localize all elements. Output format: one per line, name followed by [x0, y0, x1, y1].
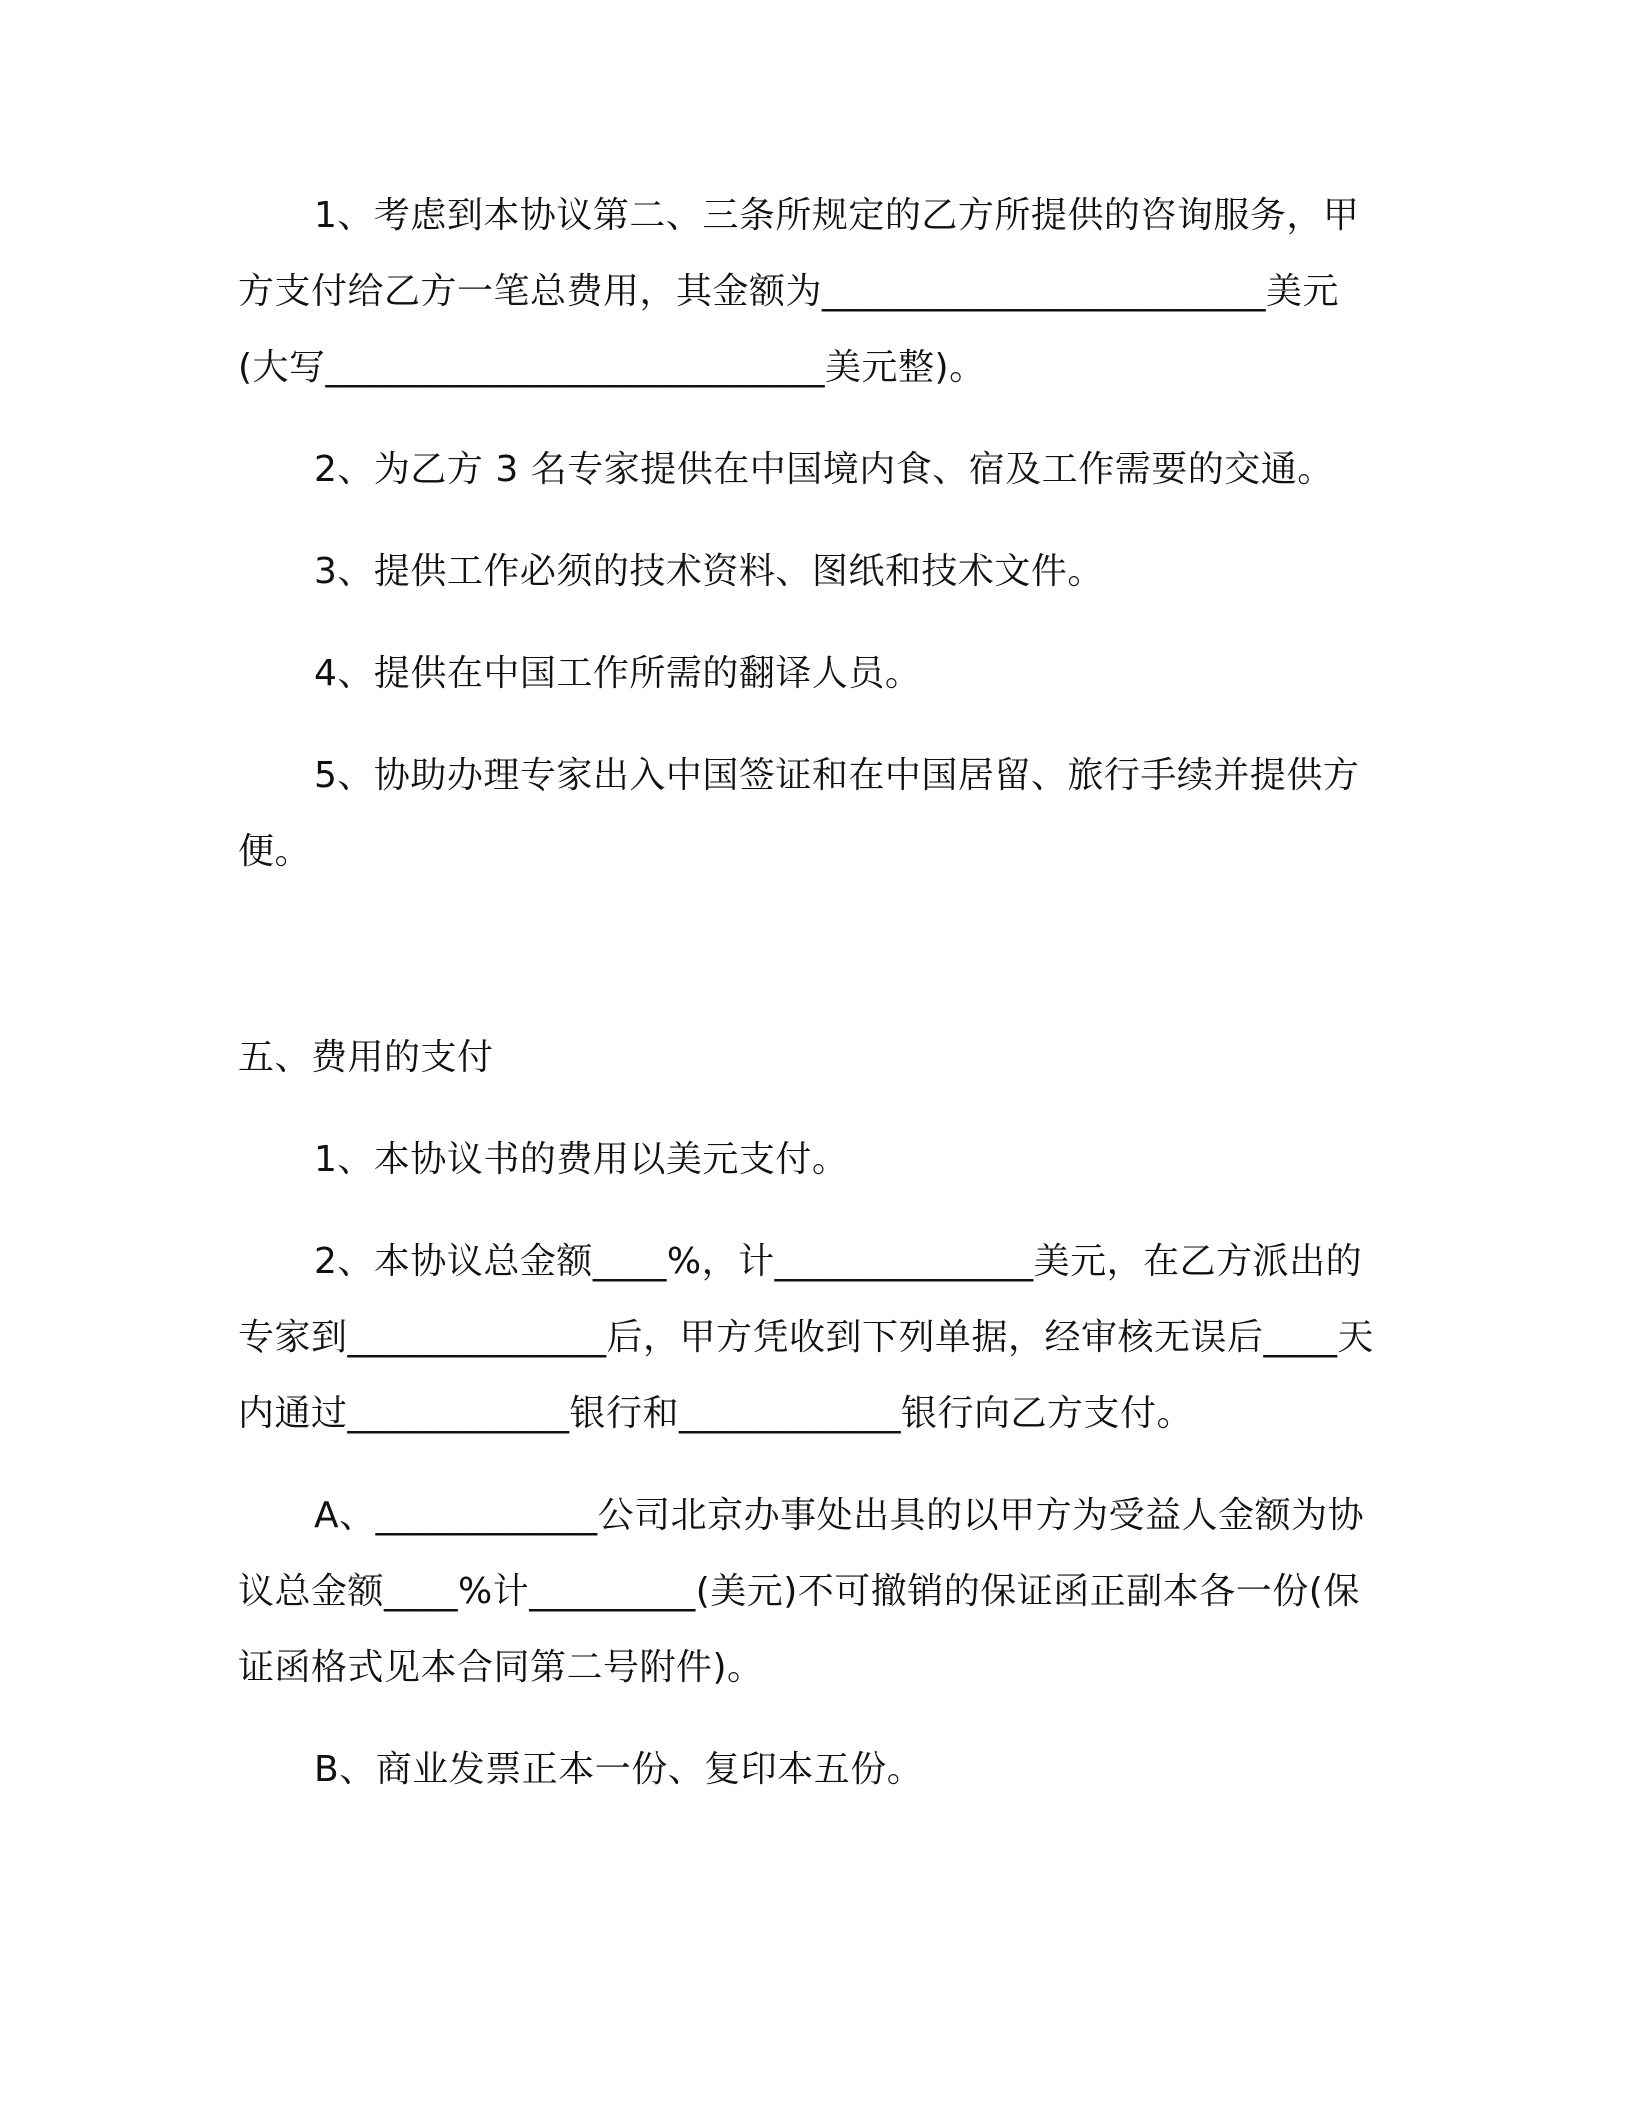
clause-5-2: 2、本协议总金额____%，计______________美元，在乙方派出的专家到______________后，甲方凭收到下列单据，经审核无误后____天内通过____________银行和____________银行向乙方支付。 [238, 1241, 1375, 1434]
clause-4-4: 4、提供在中国工作所需的翻译人员。 [314, 653, 922, 694]
clause-4-5: 5、协助办理专家出入中国签证和在中国居留、旅行手续并提供方便。 [238, 755, 1360, 872]
clause-4-2: 2、为乙方 3 名专家提供在中国境内食、宿及工作需要的交通。 [314, 449, 1334, 490]
clause-5-1: 1、本协议书的费用以美元支付。 [314, 1139, 849, 1180]
clause-4-1: 1、考虑到本协议第二、三条所规定的乙方所提供的咨询服务，甲方支付给乙方一笔总费用，其金额为________________________美元(大写___________________________美元整)。 [238, 195, 1360, 388]
clause-4-3: 3、提供工作必须的技术资料、图纸和技术文件。 [314, 551, 1104, 592]
section-5-heading: 五、费用的支付 [238, 1037, 494, 1078]
clause-5-b: B、商业发票正本一份、复印本五份。 [314, 1749, 924, 1790]
clause-5-a: A、____________公司北京办事处出具的以甲方为受益人金额为协议总金额____%计_________(美元)不可撤销的保证函正副本各一份(保证函格式见本合同第二号附件)。 [238, 1495, 1365, 1688]
